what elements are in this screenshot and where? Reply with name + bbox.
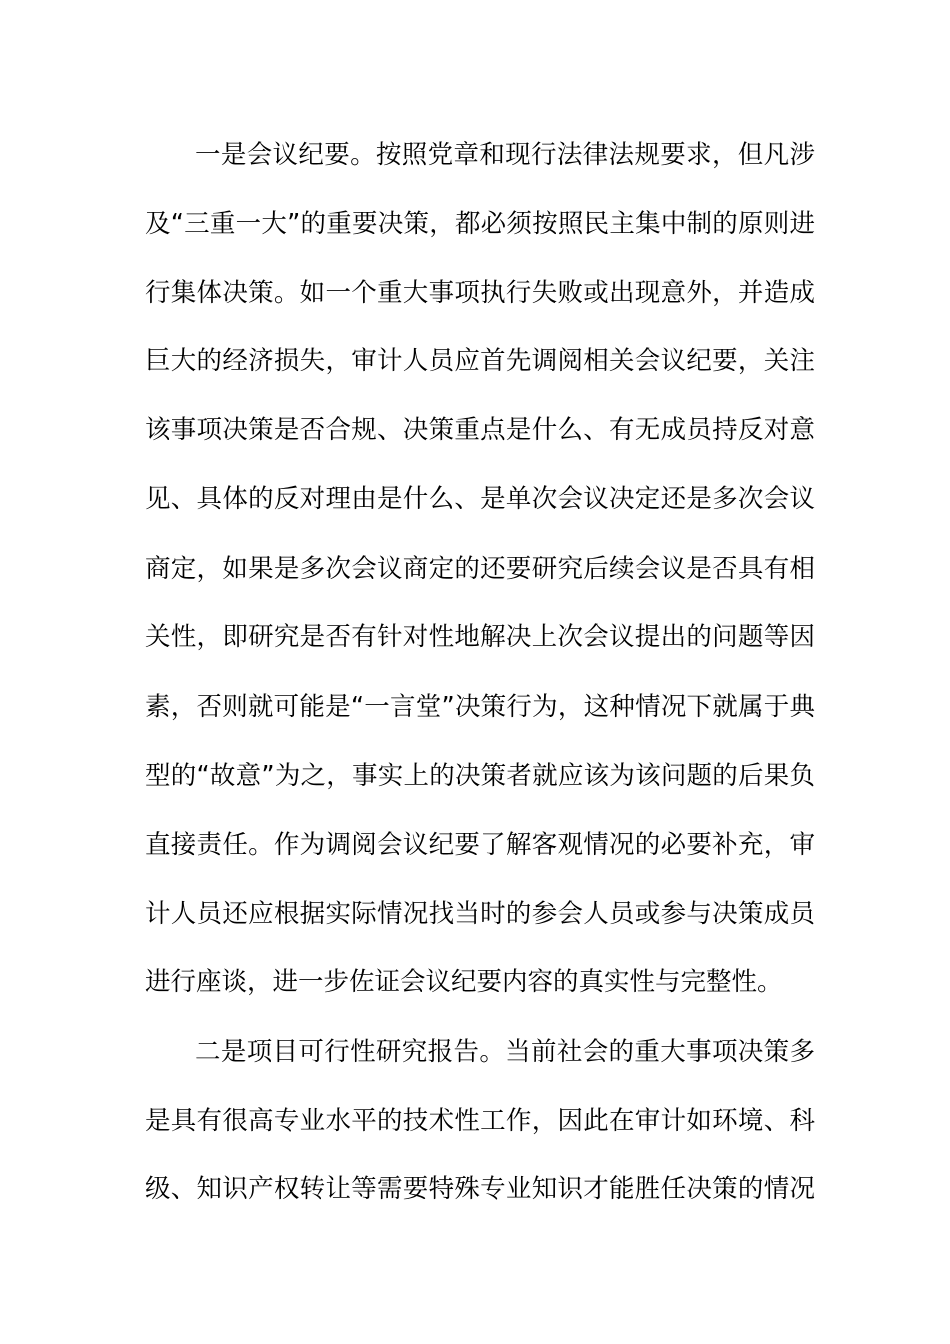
paragraph-1-line-8: 关性，即研究是否有针对性地解决上次会议提出的问题等因: [145, 622, 815, 652]
paragraph-1-line-10: 型的“故意”为之，事实上的决策者就应该为该问题的后果负: [145, 761, 815, 791]
paragraph-1-line-7: 商定，如果是多次会议商定的还要研究后续会议是否具有相: [145, 554, 815, 584]
paragraph-1-line-12: 计人员还应根据实际情况找当时的参会人员或参与决策成员: [145, 899, 815, 929]
paragraph-2-line-3: 级、知识产权转让等需要特殊专业知识才能胜任决策的情况: [145, 1174, 815, 1204]
paragraph-1-line-2: 及“三重一大”的重要决策，都必须按照民主集中制的原则进: [145, 209, 815, 239]
paragraph-1-line-13: 进行座谈，进一步佐证会议纪要内容的真实性与完整性。: [145, 967, 783, 997]
paragraph-1-line-9: 素，否则就可能是“一言堂”决策行为，这种情况下就属于典: [145, 692, 815, 722]
paragraph-1-line-1: 一是会议纪要。按照党章和现行法律法规要求，但凡涉: [195, 140, 815, 170]
paragraph-1-line-11: 直接责任。作为调阅会议纪要了解客观情况的必要补充，审: [145, 830, 815, 860]
paragraph-2-line-1: 二是项目可行性研究报告。当前社会的重大事项决策多: [195, 1037, 815, 1067]
paragraph-1-line-4: 巨大的经济损失，审计人员应首先调阅相关会议纪要，关注: [145, 346, 815, 376]
paragraph-1-line-5: 该事项决策是否合规、决策重点是什么、有无成员持反对意: [145, 415, 815, 445]
paragraph-2-line-2: 是具有很高专业水平的技术性工作，因此在审计如环境、科: [145, 1106, 815, 1136]
paragraph-1-line-6: 见、具体的反对理由是什么、是单次会议决定还是多次会议: [145, 484, 815, 514]
paragraph-1-line-3: 行集体决策。如一个重大事项执行失败或出现意外，并造成: [145, 278, 815, 308]
